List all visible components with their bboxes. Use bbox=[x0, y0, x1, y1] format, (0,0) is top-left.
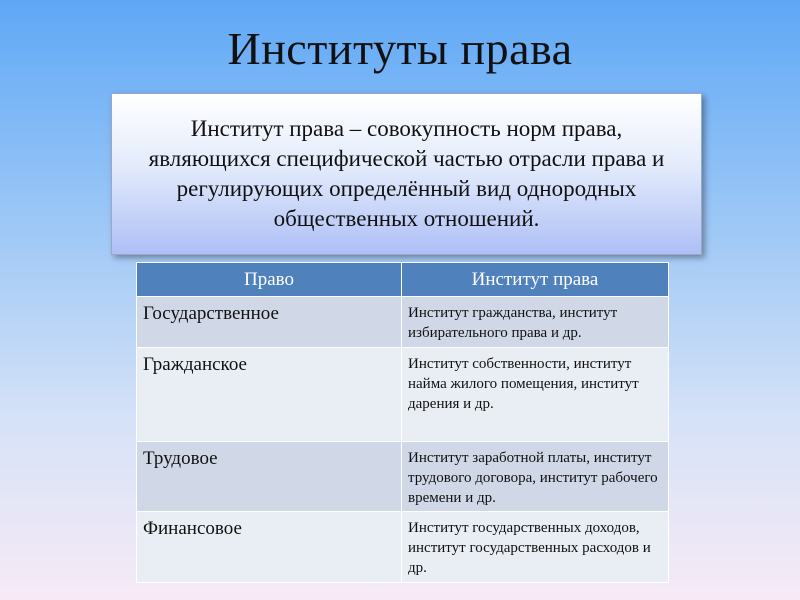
law-cell: Финансовое bbox=[137, 512, 402, 583]
table-row bbox=[137, 297, 669, 348]
table-row bbox=[137, 512, 669, 583]
institute-cell: Институт гражданства, институт избирательного права и др. bbox=[402, 297, 669, 348]
definition-box bbox=[111, 93, 702, 255]
page-title: Институты права bbox=[227, 23, 573, 74]
law-cell: Трудовое bbox=[137, 442, 402, 512]
law-cell: Гражданское bbox=[137, 348, 402, 442]
institute-cell: Институт собственности, институт найма жилого помещения, институт дарения и др. bbox=[402, 348, 669, 442]
header-institute: Институт права bbox=[402, 263, 669, 297]
institute-cell: Институт заработной платы, институт трудового договора, институт рабочего времени и др. bbox=[402, 442, 669, 512]
institutes-table bbox=[136, 262, 669, 583]
header-law: Право bbox=[137, 263, 402, 297]
law-cell: Государственное bbox=[137, 297, 402, 348]
definition-text: Институт права – совокупность норм права, являющихся специфической частью отрасли права и регулирующих определённый вид однородных общественных отношений. bbox=[148, 116, 665, 231]
table-row bbox=[137, 442, 669, 512]
institute-cell: Институт государственных доходов, институт государственных расходов и др. bbox=[402, 512, 669, 583]
table-row bbox=[137, 348, 669, 442]
table-header-row bbox=[137, 263, 669, 297]
